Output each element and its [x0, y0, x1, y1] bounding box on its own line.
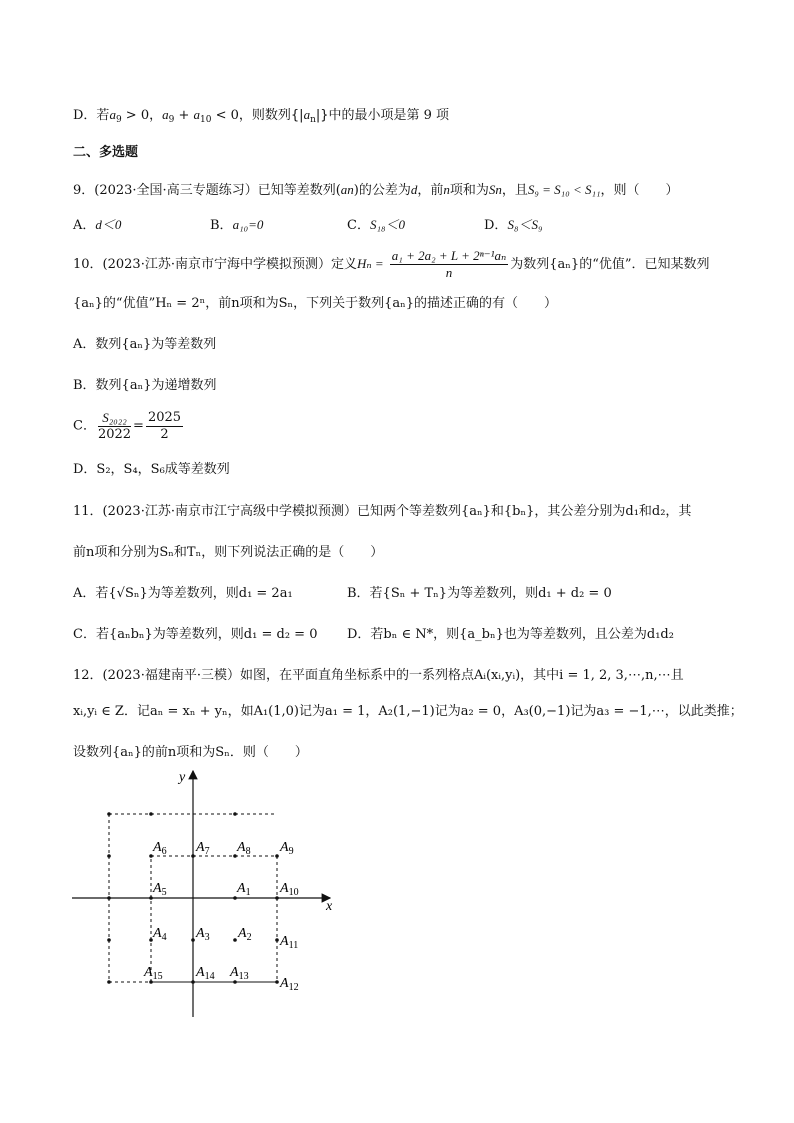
q9-option-d: D．S₈＜S₉: [484, 217, 543, 233]
point-label-a15: $A_{15}$: [144, 965, 163, 982]
q12-stem-line3: 设数列{aₙ}的前n项和为Sₙ．则（ ）: [73, 745, 308, 760]
point-label-a2: $A_2$: [238, 926, 252, 943]
lattice-points-figure: [60, 765, 350, 1025]
point-label-a12: $A_{12}$: [280, 976, 299, 993]
q11-option-b: B．若{Sₙ + Tₙ}为等差数列，则d₁ + d₂ = 0: [347, 586, 612, 601]
q12-stem-line2: xᵢ,yᵢ ∈ Z．记aₙ = xₙ + yₙ，如A₁(1,0)记为a₁ = 1，A₂(1,−1)记为a₂ = 0，A₃(0,−1)记为a₃ = −1,⋯，以此类推；: [73, 704, 743, 719]
q10-option-c: C． $\frac{\text{S₂₀₂₂}}{2022}$ = $\frac{2025}{2}$: [73, 410, 182, 442]
point-label-a5: $A_5$: [153, 881, 167, 898]
point-label-a4: $A_4$: [153, 926, 167, 943]
point-label-a14: $A_{14}$: [196, 965, 215, 982]
q9-stem: 9．(2023·全国·高三专题练习）已知等差数列(an)的公差为d，前n项和为Sn，且S₉ = S₁₀ < S₁₁，则（ ）: [73, 182, 679, 198]
point-label-a6: $A_6$: [153, 840, 167, 857]
y-axis-label: y: [179, 770, 186, 785]
point-label-a7: $A_7$: [196, 840, 210, 857]
point-label-a1: $A_1$: [237, 881, 251, 898]
point-label-a8: $A_8$: [237, 840, 251, 857]
point-label-a10: $A_{10}$: [280, 881, 299, 898]
q9-option-b: B．a₁₀=0: [210, 217, 264, 233]
q11-option-a: A．若{√Sₙ}为等差数列，则d₁ = 2a₁: [73, 586, 293, 601]
section-title: 二、多选题: [73, 145, 139, 160]
point-label-a3: $A_3$: [196, 926, 210, 943]
q11-stem-line2: 前n项和分别为Sₙ和Tₙ，则下列说法正确的是（ ）: [73, 545, 384, 560]
q10-option-b: B．数列{aₙ}为递增数列: [73, 378, 217, 393]
q9-option-c: C．S₁₈＜0: [347, 217, 405, 233]
point-label-a13: $A_{13}$: [230, 965, 249, 982]
q12-stem-line1: 12．(2023·福建南平·三模）如图，在平面直角坐标系中的一系列格点Aᵢ(xᵢ,yᵢ)，其中i = 1, 2, 3,⋯,n,⋯且: [73, 668, 684, 683]
q8-option-d: D．若$a_9 > 0$，$a_9 + a_{10} < 0$，则数列$\{|a_n|\}$中的最小项是第 9 项: [73, 107, 450, 125]
q10-option-d: D．S₂，S₄，S₆成等差数列: [73, 462, 230, 477]
q10-stem-line2: {aₙ}的“优值”Hₙ = 2ⁿ，前n项和为Sₙ，下列关于数列{aₙ}的描述正确的有（ ）: [73, 296, 558, 311]
q11-option-c: C．若{aₙbₙ}为等差数列，则d₁ = d₂ = 0: [73, 627, 318, 642]
q10-stem-line1: 10．(2023·江苏·南京市宁海中学模拟预测）定义Hₙ = $\frac{\text{a₁ + 2a₂ + L + 2ⁿ⁻¹aₙ}}{n}$ 为数列{aₙ}的“优值”．已知某数列: [73, 248, 710, 280]
point-label-a9: $A_9$: [280, 840, 294, 857]
q11-option-d: D．若bₙ ∈ N*，则{a_bₙ}也为等差数列，且公差为d₁d₂: [347, 627, 674, 642]
q9-option-a: A．d＜0: [73, 217, 122, 233]
point-label-a11: $A_{11}$: [280, 934, 299, 951]
q10-optimal-value-fraction: $\frac{\text{a₁ + 2a₂ + L + 2ⁿ⁻¹aₙ}}{n}$: [391, 248, 507, 280]
q10-option-a: A．数列{aₙ}为等差数列: [73, 337, 217, 352]
x-axis-label: x: [326, 899, 333, 914]
q11-stem-line1: 11．(2023·江苏·南京市江宁高级中学模拟预测）已知两个等差数列{aₙ}和{bₙ}，其公差分别为d₁和d₂，其: [73, 504, 692, 519]
